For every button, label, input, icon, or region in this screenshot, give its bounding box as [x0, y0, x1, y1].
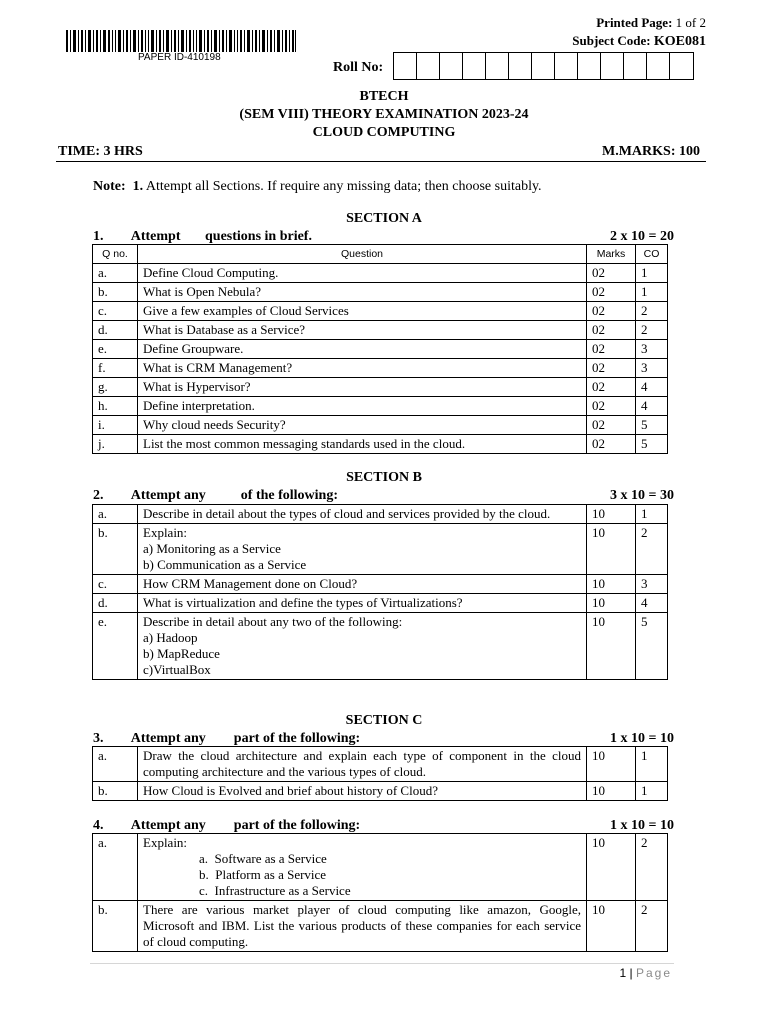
table-row: [93, 302, 668, 321]
roll-box[interactable]: [417, 53, 440, 79]
roll-box[interactable]: [509, 53, 532, 79]
roll-box[interactable]: [394, 53, 417, 79]
q3-marks: 1 x 10 = 10: [610, 731, 674, 746]
page-footer: [619, 966, 672, 980]
table-row: [93, 575, 668, 594]
roll-box[interactable]: [555, 53, 578, 79]
q-marks: 02: [587, 302, 636, 321]
printed-page: [596, 15, 706, 31]
subject-code-value: KOE081: [653, 34, 706, 49]
q-number: f.: [93, 359, 138, 378]
q2-marks: 3 x 10 = 30: [610, 488, 674, 503]
q-number: b.: [93, 782, 138, 801]
sub-item: [143, 883, 581, 899]
q-text: Describe in detail about the types of cloud and services provided by the cloud.: [138, 505, 587, 524]
note-number: 1.: [132, 179, 144, 194]
q-text: List the most common messaging standards used in the cloud.: [138, 435, 587, 454]
paper-id: PAPER ID-410198: [138, 52, 221, 63]
sub-bullet: c.: [199, 883, 209, 898]
q-line: Explain:: [143, 525, 188, 540]
program-title: BTECH: [359, 89, 409, 104]
q-text: [138, 834, 587, 901]
table-row: [93, 524, 668, 575]
q-number: d.: [93, 594, 138, 613]
table-row: [93, 435, 668, 454]
q4-number: 4.: [93, 818, 104, 833]
q-number: b.: [93, 283, 138, 302]
q2-instruction: Attempt any of the following:: [130, 488, 338, 503]
q-line: b) MapReduce: [143, 646, 220, 661]
q-number: j.: [93, 435, 138, 454]
q-co: 1: [636, 264, 668, 283]
roll-box[interactable]: [624, 53, 647, 79]
q3-instruction: Attempt any part of the following:: [130, 731, 361, 746]
q4-instruction: Attempt any part of the following:: [130, 818, 361, 833]
roll-box[interactable]: [670, 53, 693, 79]
q-marks: 02: [587, 416, 636, 435]
q-number: c.: [93, 302, 138, 321]
q-text: Define Groupware.: [138, 340, 587, 359]
q-text: What is Open Nebula?: [138, 283, 587, 302]
q-number: b.: [93, 901, 138, 952]
printed-page-label: Printed Page:: [596, 15, 673, 30]
q-text: Define Cloud Computing.: [138, 264, 587, 283]
sub-text: Platform as a Service: [215, 867, 327, 882]
q-marks: 10: [587, 575, 636, 594]
table-row: [93, 416, 668, 435]
q-marks: 02: [587, 397, 636, 416]
q-co: 5: [636, 416, 668, 435]
q-text: What is Database as a Service?: [138, 321, 587, 340]
q-line: a) Hadoop: [143, 630, 198, 645]
table-row: [93, 834, 668, 901]
roll-box[interactable]: [601, 53, 624, 79]
page-number: 1: [619, 966, 627, 980]
q3-number: 3.: [93, 731, 104, 746]
q-co: 2: [636, 524, 668, 575]
section-a-table: [92, 244, 668, 454]
q-marks: 10: [587, 505, 636, 524]
q-marks: 02: [587, 378, 636, 397]
q-marks: 02: [587, 435, 636, 454]
q-number: a.: [93, 505, 138, 524]
section-b-table: [92, 504, 668, 680]
table-header-row: [93, 245, 668, 264]
q1-instruction: Attempt questions in brief.: [130, 229, 312, 244]
q-marks: 10: [587, 747, 636, 782]
q2-number: 2.: [93, 488, 104, 503]
q-text: [138, 613, 587, 680]
q-text: There are various market player of cloud computing like amazon, Google, Microsoft and IBM. List the various products of these companies for each service of cloud computing.: [138, 901, 587, 952]
section-c-title: SECTION C: [345, 713, 423, 728]
roll-box[interactable]: [463, 53, 486, 79]
q-text: [138, 524, 587, 575]
roll-no-label: Roll No:: [333, 60, 384, 75]
q-number: a.: [93, 747, 138, 782]
note-label: Note:: [93, 179, 126, 194]
table-row: [93, 264, 668, 283]
roll-no-boxes[interactable]: [393, 52, 694, 80]
q-co: 4: [636, 378, 668, 397]
q-co: 5: [636, 613, 668, 680]
roll-box[interactable]: [647, 53, 670, 79]
q-marks: 02: [587, 321, 636, 340]
q-line: a) Monitoring as a Service: [143, 541, 281, 556]
q1-number: 1.: [93, 229, 104, 244]
q-marks: 10: [587, 901, 636, 952]
sub-text: Infrastructure as a Service: [214, 883, 351, 898]
q1-marks: 2 x 10 = 20: [610, 229, 674, 244]
q-marks: 10: [587, 524, 636, 575]
q-marks: 10: [587, 613, 636, 680]
subject-code-label: Subject Code:: [572, 33, 651, 48]
q-line: b) Communication as a Service: [143, 557, 307, 572]
table-row: [93, 505, 668, 524]
col-co: CO: [636, 245, 668, 264]
q3-heading: [93, 731, 360, 747]
table-row: [93, 747, 668, 782]
table-row: [93, 613, 668, 680]
max-marks: M.MARKS: 100: [602, 144, 700, 159]
note: [93, 179, 542, 195]
q-text: Draw the cloud architecture and explain each type of component in the cloud computing architecture and the various types of cloud.: [138, 747, 587, 782]
table-row: [93, 359, 668, 378]
q-marks: 10: [587, 594, 636, 613]
sub-bullet: a.: [199, 851, 209, 866]
q-number: i.: [93, 416, 138, 435]
q-text: Why cloud needs Security?: [138, 416, 587, 435]
q3-table: [92, 746, 668, 801]
q-number: c.: [93, 575, 138, 594]
q-marks: 02: [587, 340, 636, 359]
q-co: 3: [636, 359, 668, 378]
q-co: 3: [636, 575, 668, 594]
q-text: Give a few examples of Cloud Services: [138, 302, 587, 321]
footer-divider: [90, 963, 674, 964]
q-line: c)VirtualBox: [143, 662, 211, 677]
table-row: [93, 283, 668, 302]
table-row: [93, 321, 668, 340]
q-marks: 02: [587, 264, 636, 283]
q-number: a.: [93, 834, 138, 901]
q-text: What is virtualization and define the types of Virtualizations?: [138, 594, 587, 613]
printed-page-value: 1 of 2: [675, 15, 706, 30]
q-marks: 02: [587, 359, 636, 378]
q-number: e.: [93, 340, 138, 359]
q-co: 5: [636, 435, 668, 454]
sub-text: Software as a Service: [214, 851, 327, 866]
col-marks: Marks: [587, 245, 636, 264]
table-row: [93, 594, 668, 613]
sub-item: [143, 851, 581, 867]
col-question: Question: [138, 245, 587, 264]
page-separator: |: [629, 966, 633, 980]
q-number: b.: [93, 524, 138, 575]
section-a-title: SECTION A: [346, 211, 422, 226]
table-row: [93, 782, 668, 801]
page-word: Page: [635, 966, 672, 980]
subject-code: [572, 33, 706, 50]
q-number: d.: [93, 321, 138, 340]
table-row: [93, 340, 668, 359]
q-marks: 10: [587, 782, 636, 801]
barcode: [66, 30, 296, 52]
q-number: e.: [93, 613, 138, 680]
q-co: 1: [636, 283, 668, 302]
q-line: Describe in detail about any two of the following:: [143, 614, 403, 629]
time-label: TIME: 3 HRS: [58, 144, 143, 159]
q-co: 2: [636, 302, 668, 321]
q-text: Define interpretation.: [138, 397, 587, 416]
table-row: [93, 397, 668, 416]
q1-heading: [93, 229, 312, 245]
sub-item: [143, 867, 581, 883]
roll-box[interactable]: [486, 53, 509, 79]
header-divider: [56, 161, 706, 162]
q-text: What is Hypervisor?: [138, 378, 587, 397]
q-line: Explain:: [143, 835, 188, 850]
q-number: h.: [93, 397, 138, 416]
section-b-title: SECTION B: [346, 470, 422, 485]
q4-heading: [93, 818, 360, 834]
q-text: How CRM Management done on Cloud?: [138, 575, 587, 594]
subject-title: CLOUD COMPUTING: [312, 125, 456, 140]
q-text: How Cloud is Evolved and brief about history of Cloud?: [138, 782, 587, 801]
sub-bullet: b.: [199, 867, 209, 882]
q-co: 4: [636, 397, 668, 416]
q-co: 1: [636, 782, 668, 801]
note-text: Attempt all Sections. If require any missing data; then choose suitably.: [145, 179, 542, 194]
roll-box[interactable]: [578, 53, 601, 79]
q-number: g.: [93, 378, 138, 397]
q-co: 1: [636, 505, 668, 524]
q-number: a.: [93, 264, 138, 283]
q-co: 3: [636, 340, 668, 359]
table-row: [93, 378, 668, 397]
roll-box[interactable]: [532, 53, 555, 79]
q4-marks: 1 x 10 = 10: [610, 818, 674, 833]
q-co: 2: [636, 834, 668, 901]
q4-table: [92, 833, 668, 952]
q-text: What is CRM Management?: [138, 359, 587, 378]
q-marks: 02: [587, 283, 636, 302]
exam-title: (SEM VIII) THEORY EXAMINATION 2023-24: [239, 107, 529, 122]
roll-box[interactable]: [440, 53, 463, 79]
q-marks: 10: [587, 834, 636, 901]
q2-heading: [93, 488, 338, 504]
col-qno: Q no.: [93, 245, 138, 264]
q-co: 2: [636, 321, 668, 340]
q-co: 1: [636, 747, 668, 782]
table-row: [93, 901, 668, 952]
q-co: 4: [636, 594, 668, 613]
q-co: 2: [636, 901, 668, 952]
